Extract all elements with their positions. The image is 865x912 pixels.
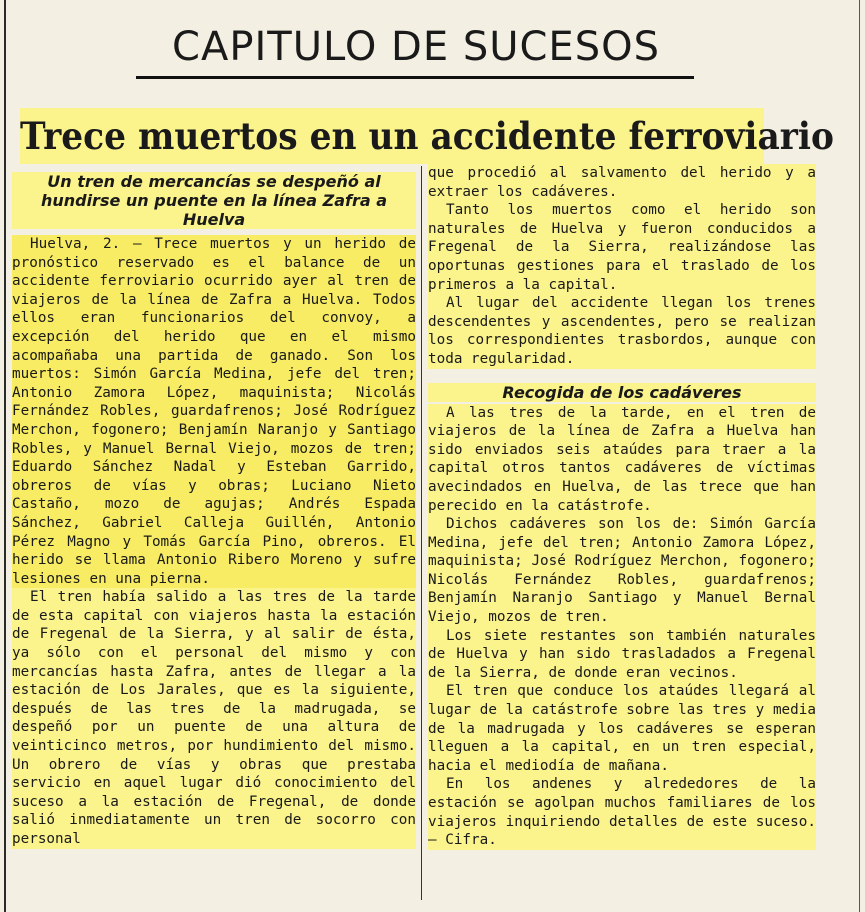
right-paragraph-1: que procedió al salvamento del herido y a extraer los cadáveres. — [428, 165, 816, 200]
section-title: CAPITULO DE SUCESOS — [172, 24, 660, 70]
right-paragraph-6: Los siete restantes son también naturales de Huelva y han sido trasladados a Fregenal de la Sierra, de donde eran vecinos. — [428, 627, 816, 681]
left-paragraph-2: El tren había salido a las tres de la tarde de esta capital con viajeros hasta la estación de Fregenal de la Sierra, y al salir de ésta, ya sólo con el personal del mismo y con mercancías hasta Zafra, antes de llegar a la estación de Los Jarales, que es la siguiente, después de las tres de la madrugada, se despeñó por un puente de una altura de veinticinco metros, por hundimiento del mismo. Un obrero de vías y obras que prestaba servicio en aquel lugar dió conocimiento del suceso a la estación de Fregenal, de donde salió inmediatamente un tren de socorro con personal — [12, 589, 416, 847]
article-subheadline: Un tren de mercancías se despeñó al hundirse un puente en la línea Zafra a Huelva — [12, 172, 416, 229]
section-title-rule — [136, 76, 694, 79]
right-paragraph-7: El tren que conduce los ataúdes llegará al lugar de la catástrofe sobre las tres y media de la madrugada y los cadáveres se esperan lleguen a la capital, en un tren especial, hacia el mediodía de mañana. — [428, 683, 816, 774]
right-paragraph-5: Dichos cadáveres son los de: Simón García Medina, jefe del tren; Antonio Zamora López, maquinista; José Rodríguez Merchon, fogonero; Nicolás Fernández Robles, guardafrenos; Benjamín Naranjo Santiago y Manuel Bernal Viejo, mozos de tren. — [428, 516, 816, 626]
clipping-right-edge — [859, 0, 860, 912]
right-paragraph-4: A las tres de la tarde, en el tren de viajeros de la línea de Zafra a Huelva han sido enviados seis ataúdes para traer a la capital otros tantos cadáveres de víctimas avecindados en Huelva, de las trece que han perecido en la catástrofe. — [428, 404, 816, 514]
right-subheading: Recogida de los cadáveres — [428, 383, 816, 402]
column-divider — [421, 166, 422, 900]
right-column — [428, 164, 816, 850]
left-paragraph-1: Huelva, 2. — Trece muertos y un herido de pronóstico reservado es el balance de un accidente ferroviario ocurrido ayer al tren de viajeros de la línea de Zafra a Huelva. Todos ellos eran funcionarios del convoy, a excepción del herido que en el mismo acompañaba una partida de ganado. Son los muertos: Simón García Medina, jefe del tren; Antonio Zamora López, maquinista; Nicolás Fernández Robles, guardafrenos; José Rodríguez Merchon, fogonero; Benjamín Naranjo y Santiago Robles, y Manuel Bernal Viejo, mozos de tren; Eduardo Sánchez Nadal y Esteban Garrido, obreros de vías y obras; Luciano Nieto Castaño, mozo de agujas; Andrés Espada Sánchez, Gabriel Calleja Guillén, Antonio Pérez Magno y Tomás García Pino, obreros. El herido se llama Antonio Ribero Moreno y sufre lesiones en una pierna. — [12, 236, 416, 587]
left-column — [12, 168, 416, 849]
clipping-left-edge — [4, 0, 6, 912]
right-paragraph-3: Al lugar del accidente llegan los trenes descendentes y ascendentes, pero se realizan los correspondientes trasbordos, aunque con toda regularidad. — [428, 295, 816, 367]
right-paragraph-8: En los andenes y alrededores de la estación se agolpan muchos familiares de los viajeros inquiriendo detalles de este suceso. — Cifra. — [428, 776, 816, 849]
article-headline: Trece muertos en un accidente ferroviario — [20, 108, 764, 164]
right-paragraph-2: Tanto los muertos como el herido son naturales de Huelva y fueron conducidos a Fregenal de la Sierra, realizándose las oportunas gestiones para el traslado de los primeros a la capital. — [428, 202, 816, 293]
